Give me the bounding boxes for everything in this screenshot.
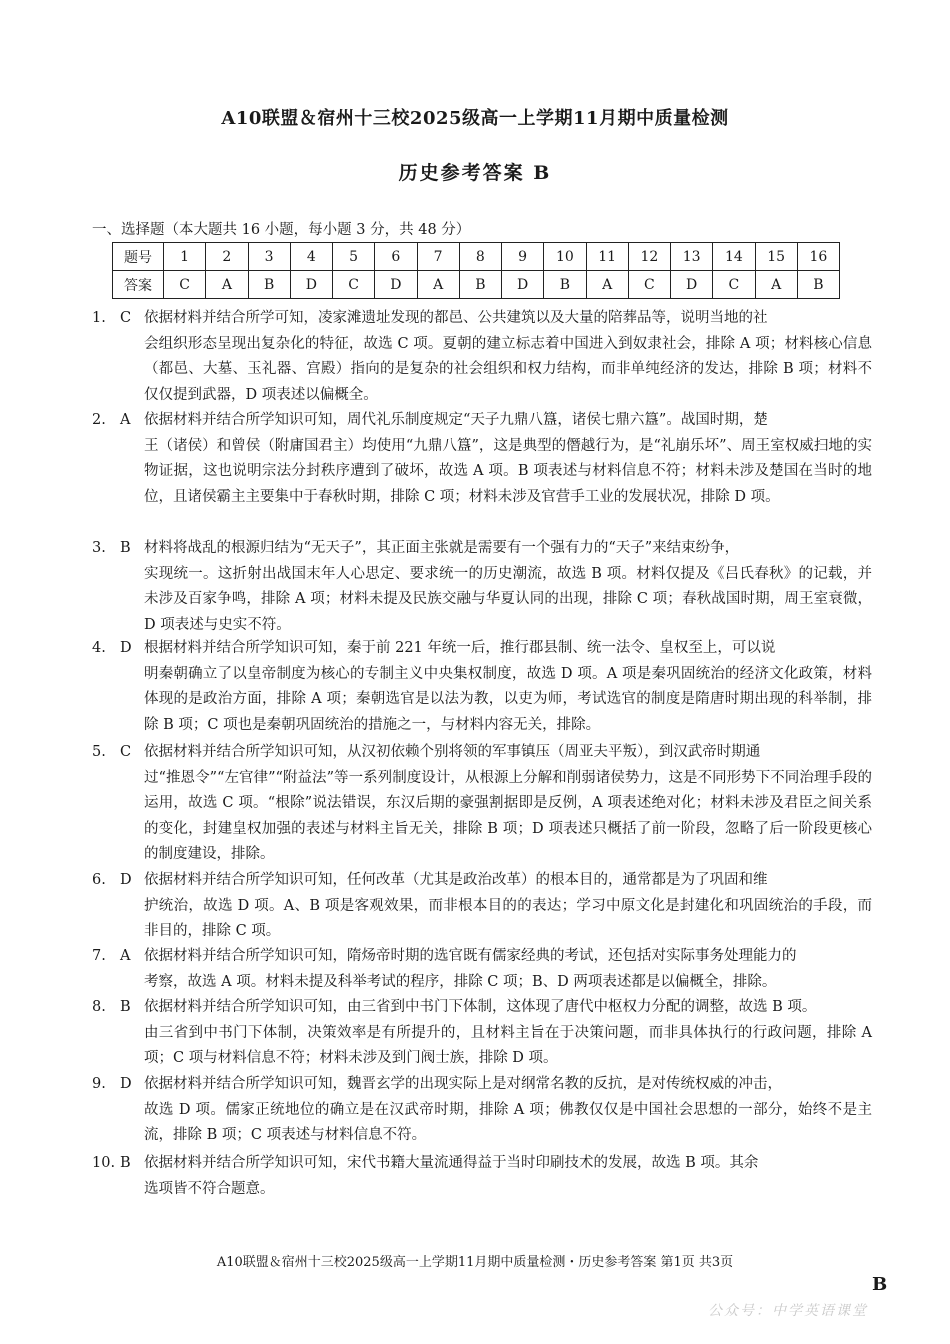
question-number-cell: 16 [797, 243, 839, 271]
answer-cell: A [755, 271, 797, 299]
explanation-item [92, 944, 872, 995]
item-text-rest: 选项皆不符合题意。 [144, 1180, 275, 1197]
answer-cell: C [628, 271, 670, 299]
question-number-cell: 6 [375, 243, 417, 271]
item-text-first-line: 依据材料并结合所学知识可知，周代礼乐制度规定“天子九鼎八簋，诸侯七鼎六簋”。战国时期，楚 [144, 412, 768, 428]
watermark: 公众号：中学英语课堂 [708, 1303, 868, 1319]
answer-cell: D [375, 271, 417, 299]
answer-cell: A [206, 271, 248, 299]
answer-cell: A [417, 271, 459, 299]
answer-table-answer-row [113, 271, 840, 299]
item-text-rest: 故选 D 项。儒家正统地位的确立是在汉武帝时期，排除 A 项；佛教仅仅是中国社会思想的一部分，始终不是主流，排除 B 项；C 项表述与材料信息不符。 [144, 1101, 872, 1143]
item-text-first-line: 依据材料并结合所学知识可知，隋炀帝时期的选官既有儒家经典的考试，还包括对实际事务处理能力的 [144, 948, 797, 964]
item-answer: D [120, 640, 132, 656]
item-text-first-line: 依据材料并结合所学知识可知，魏晋玄学的出现实际上是对纲常名教的反抗，是对传统权威的冲击， [144, 1076, 782, 1092]
item-number: 1. [92, 310, 106, 326]
answer-cell: C [713, 271, 755, 299]
item-number: 8. [92, 999, 106, 1015]
question-number-cell: 2 [206, 243, 248, 271]
explanation-item [92, 636, 872, 738]
answer-cell: D [502, 271, 544, 299]
explanation-item [92, 306, 872, 408]
question-number-cell: 7 [417, 243, 459, 271]
item-number: 2. [92, 412, 106, 428]
item-text-first-line: 依据材料并结合所学知识可知，由三省到中书门下体制，这体现了唐代中枢权力分配的调整，故选 B 项。 [144, 999, 817, 1015]
answer-cell: B [248, 271, 290, 299]
answer-table-number-row [113, 243, 840, 271]
item-number: 7. [92, 948, 106, 964]
item-number: 6. [92, 872, 106, 888]
answer-cell: D [290, 271, 332, 299]
explanation-item [92, 868, 872, 945]
item-answer: C [120, 310, 132, 326]
section-heading: 一、选择题（本大题共 16 小题，每小题 3 分，共 48 分） [92, 222, 471, 238]
item-text-first-line: 依据材料并结合所学知识可知，宋代书籍大量流通得益于当时印刷技术的发展，故选 B 项。其余 [144, 1155, 759, 1171]
item-text-rest: 由三省到中书门下体制，决策效率是有所提升的，且材料主旨在于决策问题，而非具体执行的行政问题，排除 A 项；C 项与材料信息不符；材料未涉及到门阀士族，排除 D 项。 [144, 1024, 872, 1066]
question-number-cell: 5 [333, 243, 375, 271]
page-footer: A10联盟＆宿州十三校2025级高一上学期11月期中质量检测・历史参考答案 第1页 共3页 [216, 1255, 734, 1270]
item-number: 9. [92, 1076, 106, 1092]
row-label-answer: 答案 [113, 271, 164, 299]
explanation-item [92, 1072, 872, 1149]
item-number: 10. [92, 1155, 116, 1171]
item-text-rest: 明秦朝确立了以皇帝制度为核心的专制主义中央集权制度，故选 D 项。A 项是秦巩固统治的经济文化政策，材料体现的是政治方面，排除 A 项；秦朝选官是以法为教，以吏为师，考试选官的制度是隋唐时期出现的科举制，排除 B 项；C 项也是秦朝巩固统治的措施之一，与材料内容无关，排除。 [144, 665, 872, 733]
item-text-rest: 护统治，故选 D 项。A、B 项是客观效果，而非根本目的的表达；学习中原文化是封建化和巩固统治的手段，而非目的，排除 C 项。 [144, 897, 872, 939]
item-answer: D [120, 1076, 132, 1092]
question-number-cell: 10 [544, 243, 586, 271]
item-text-rest: 过“推恩令”“左官律”“附益法”等一系列制度设计，从根源上分解和削弱诸侯势力，这是不同形势下不同治理手段的运用，故选 C 项。“根除”说法错误，东汉后期的豪强割据即是反例，A 项表述绝对化；材料未涉及君臣之间关系的变化，封建皇权加强的表述与材料主旨无关，排除 B 项；D 项表述只概括了前一阶段，忽略了后一阶段更核心的制度建设，排除。 [144, 769, 872, 862]
item-answer: A [120, 412, 131, 428]
question-number-cell: 13 [671, 243, 713, 271]
explanation-item [92, 740, 872, 868]
question-number-cell: 4 [290, 243, 332, 271]
explanation-item [92, 1151, 872, 1202]
item-text-rest: 王（诸侯）和曾侯（附庸国君主）均使用“九鼎八簋”，这是典型的僭越行为，是“礼崩乐坏”、周王室权威扫地的实物证据，这也说明宗法分封秩序遭到了破坏，故选 A 项。B 项表述与材料信息不符；材料未涉及楚国在当时的地位，且诸侯霸主主要集中于春秋时期，排除 C 项；材料未涉及官营手工业的发展状况，排除 D 项。 [144, 437, 872, 505]
item-text-rest: 会组织形态呈现出复杂化的特征，故选 C 项。夏朝的建立标志着中国进入到奴隶社会，排除 A 项；材料核心信息（都邑、大墓、玉礼器、宫殿）指向的是复杂的社会组织和权力结构，而非单纯经济的发达，排除 B 项；材料不仅仅提到武器，D 项表述以偏概全。 [144, 335, 872, 403]
question-number-cell: 15 [755, 243, 797, 271]
answer-cell: A [586, 271, 628, 299]
item-text-rest: 实现统一。这折射出战国末年人心思定、要求统一的历史潮流，故选 B 项。材料仅提及《吕氏春秋》的记载，并未涉及百家争鸣，排除 A 项；材料未提及民族交融与华夏认同的出现，排除 C 项；春秋战国时期，周王室衰微，D 项表述与史实不符。 [144, 565, 872, 633]
item-answer: B [120, 540, 131, 556]
answer-cell: C [333, 271, 375, 299]
answer-cell: B [797, 271, 839, 299]
explanation-item [92, 995, 872, 1072]
question-number-cell: 9 [502, 243, 544, 271]
item-text-first-line: 依据材料并结合所学知识可知，任何改革（尤其是政治改革）的根本目的，通常都是为了巩固和维 [144, 872, 768, 888]
answer-cell: D [671, 271, 713, 299]
question-number-cell: 8 [459, 243, 501, 271]
item-text-rest: 考察，故选 A 项。材料未提及科举考试的程序，排除 C 项；B、D 两项表述都是以偏概全，排除。 [144, 973, 777, 990]
answer-cell: B [459, 271, 501, 299]
item-number: 4. [92, 640, 106, 656]
item-answer: B [120, 1155, 131, 1171]
question-number-cell: 11 [586, 243, 628, 271]
answer-cell: B [544, 271, 586, 299]
question-number-cell: 12 [628, 243, 670, 271]
item-answer: B [120, 999, 131, 1015]
item-answer: D [120, 872, 132, 888]
item-number: 3. [92, 540, 106, 556]
explanation-item [92, 536, 872, 638]
question-number-cell: 14 [713, 243, 755, 271]
answer-cell: C [164, 271, 206, 299]
explanation-item [92, 408, 872, 510]
item-text-first-line: 依据材料并结合所学知识可知，从汉初依赖个别将领的军事镇压（周亚夫平叛），到汉武帝时期通 [144, 744, 761, 760]
version-mark: B [872, 1274, 888, 1295]
question-number-cell: 3 [248, 243, 290, 271]
item-answer: A [120, 948, 131, 964]
question-number-cell: 1 [164, 243, 206, 271]
item-text-first-line: 依据材料并结合所学可知，凌家滩遗址发现的都邑、公共建筑以及大量的陪葬品等，说明当地的社 [144, 310, 768, 326]
row-label-number: 题号 [113, 243, 164, 271]
answer-table [112, 242, 840, 299]
document-subtitle: 历史参考答案 B [398, 162, 552, 184]
item-text-first-line: 根据材料并结合所学知识可知，秦于前 221 年统一后，推行郡县制、统一法令、皇权至上，可以说 [144, 640, 776, 656]
item-answer: C [120, 744, 132, 760]
item-text-first-line: 材料将战乱的根源归结为“无天子”，其正面主张就是需要有一个强有力的“天子”来结束纷争， [144, 540, 740, 556]
item-number: 5. [92, 744, 106, 760]
document-title: A10联盟＆宿州十三校2025级高一上学期11月期中质量检测 [221, 108, 729, 129]
